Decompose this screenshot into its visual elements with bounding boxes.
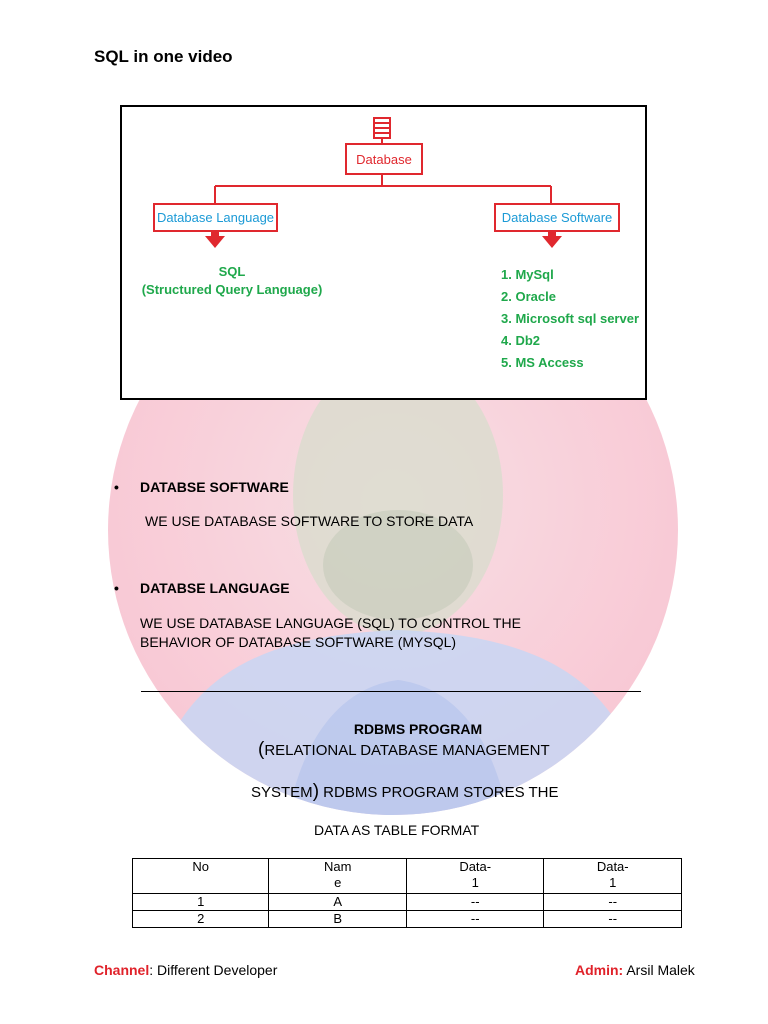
rdbms-line-1: (RELATIONAL DATABASE MANAGEMENT xyxy=(258,739,550,760)
table-cell: -- xyxy=(406,911,544,928)
table-cell: -- xyxy=(406,894,544,911)
database-software-node: Database Software xyxy=(494,203,620,232)
table-cell: A xyxy=(269,894,407,911)
table-header-row xyxy=(133,859,682,894)
database-node: Database xyxy=(345,143,423,175)
horizontal-rule xyxy=(141,691,641,692)
footer-channel: Channel: Different Developer xyxy=(94,962,278,978)
list-item: 4. Db2 xyxy=(501,333,541,348)
footer-admin: Admin: Arsil Malek xyxy=(575,962,695,978)
rdbms-line-2: SYSTEM) RDBMS PROGRAM STORES THE xyxy=(251,781,559,802)
database-icon xyxy=(374,118,390,138)
rdbms-heading: RDBMS PROGRAM xyxy=(353,721,483,737)
page-title: SQL in one video xyxy=(94,47,233,66)
bullet-database-language: • DATABSE LANGUAGE xyxy=(114,580,290,596)
header-data-2: Data- 1 xyxy=(544,859,682,894)
bullet-database-software: • DATABSE SOFTWARE xyxy=(114,479,289,495)
header-name: Nam e xyxy=(269,859,407,894)
database-language-text: WE USE DATABASE LANGUAGE (SQL) TO CONTROL THE BEHAVIOR OF DATABASE SOFTWARE (MYSQL) xyxy=(140,615,521,650)
database-language-node: Database Language xyxy=(153,203,278,232)
list-item: 2. Oracle xyxy=(501,289,556,304)
rdbms-line-3: DATA AS TABLE FORMAT xyxy=(314,822,480,838)
table-row xyxy=(133,911,682,928)
table-row xyxy=(133,894,682,911)
table-cell: 1 xyxy=(133,894,269,911)
table-cell: -- xyxy=(544,894,682,911)
header-data-1: Data- 1 xyxy=(406,859,544,894)
list-item: 1. MySql xyxy=(501,267,554,282)
sample-table xyxy=(132,858,682,928)
list-item: 5. MS Access xyxy=(501,355,584,370)
header-no: No xyxy=(133,859,269,894)
database-diagram xyxy=(120,105,647,400)
table-cell: B xyxy=(269,911,407,928)
sql-label: SQL (Structured Query Language) xyxy=(141,264,323,297)
list-item: 3. Microsoft sql server xyxy=(501,311,639,326)
database-software-text: WE USE DATABASE SOFTWARE TO STORE DATA xyxy=(145,513,474,529)
table-cell: 2 xyxy=(133,911,269,928)
table-cell: -- xyxy=(544,911,682,928)
software-list xyxy=(501,264,639,374)
